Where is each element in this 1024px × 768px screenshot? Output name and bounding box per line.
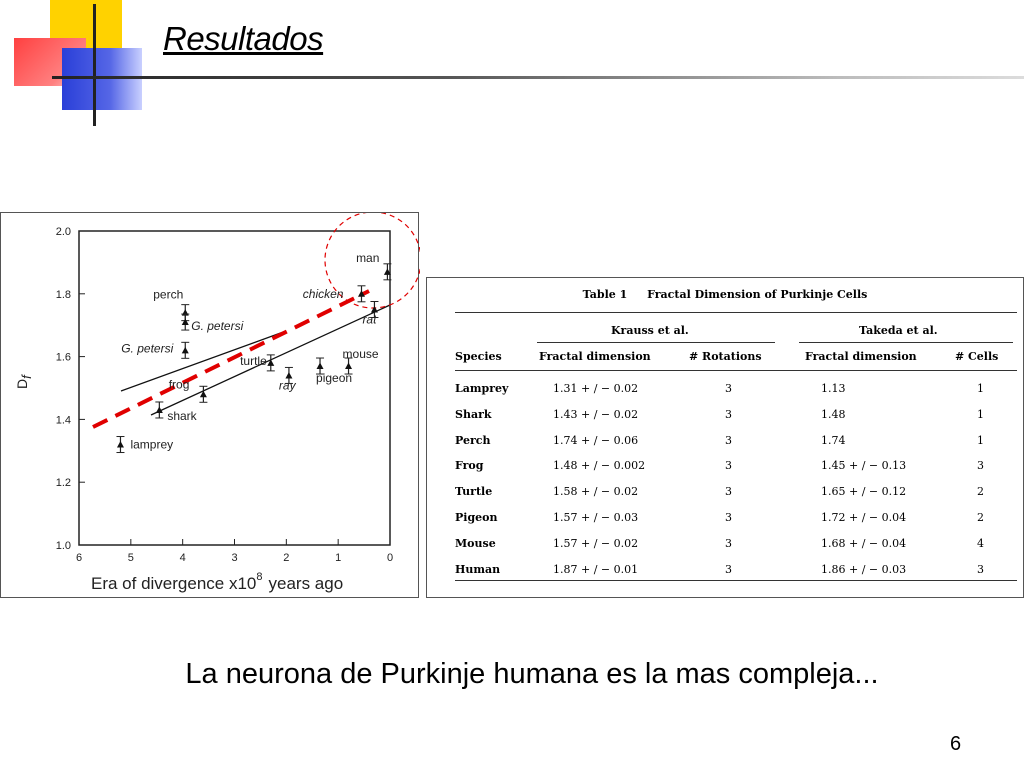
cell-cells: 1	[977, 382, 984, 395]
point-perch	[153, 288, 189, 321]
fractal-dimension-plot	[0, 212, 419, 598]
title-underline-rule	[52, 76, 1024, 79]
slide-logo	[0, 0, 150, 130]
table-caption-number: Table 1	[582, 288, 628, 301]
data-points	[116, 251, 391, 453]
y-axis-ticks	[56, 226, 85, 552]
takeda-group-rule	[799, 342, 1013, 343]
x-tick-label: 4	[179, 552, 186, 564]
point-label: pigeon	[316, 371, 353, 386]
point-marker	[182, 319, 189, 326]
x-tick-label: 6	[75, 552, 83, 564]
cell-fd1: 1.57 + / − 0.02	[553, 536, 639, 550]
cell-fd2: 1.48	[821, 407, 846, 421]
cell-rotations: 3	[725, 407, 732, 421]
cell-rotations: 3	[725, 459, 732, 473]
page-number: 6	[950, 733, 962, 755]
point-label: chicken	[302, 286, 344, 301]
point-label: perch	[153, 287, 184, 302]
header-fractal-dimension-takeda: Fractal dimension	[805, 350, 917, 363]
header-bottom-rule	[455, 370, 1017, 371]
group-takeda: Takeda et al.	[859, 324, 938, 337]
header-fractal-dimension-krauss: Fractal dimension	[539, 350, 651, 363]
y-tick-label: 1.8	[55, 288, 71, 301]
cell-species: Lamprey	[455, 382, 509, 395]
group-krauss: Krauss et al.	[611, 324, 689, 337]
point-label: frog	[168, 377, 190, 392]
y-tick-label: 1.0	[55, 540, 71, 552]
x-tick-label: 3	[231, 552, 238, 564]
cell-species: Mouse	[455, 536, 496, 550]
x-tick-label: 0	[386, 552, 394, 564]
y-axis-label: Df	[14, 375, 34, 389]
point-label: man	[356, 250, 380, 265]
cell-rotations: 3	[725, 536, 732, 550]
cell-rotations: 3	[725, 511, 732, 524]
cell-species: Shark	[455, 407, 492, 421]
cell-fd2: 1.13	[821, 382, 846, 395]
y-tick-label: 1.6	[55, 351, 71, 364]
cell-fd2: 1.65 + / − 0.12	[821, 485, 907, 499]
cell-cells: 2	[977, 485, 984, 499]
red-dashed-trend	[93, 291, 369, 427]
point-gpetersi	[121, 341, 189, 358]
cell-species: Frog	[455, 459, 484, 473]
point-label: shark	[167, 408, 197, 423]
header-cells: # Cells	[955, 350, 999, 363]
point-chicken	[303, 286, 366, 302]
cell-rotations: 3	[725, 485, 732, 499]
y-tick-label: 1.2	[55, 477, 71, 490]
cell-cells: 2	[977, 511, 984, 524]
cell-species: Human	[455, 562, 501, 576]
logo-vertical-line	[93, 4, 96, 126]
point-man	[356, 251, 391, 280]
cell-cells: 4	[977, 536, 984, 550]
point-marker	[182, 347, 189, 354]
header-species: Species	[455, 350, 502, 363]
point-label: mouse	[342, 347, 379, 362]
cell-fd2: 1.74	[821, 433, 846, 447]
slide-title: Resultados	[163, 20, 324, 57]
point-label: G. petersi	[121, 341, 174, 356]
krauss-group-rule	[537, 342, 775, 343]
point-gpetersi	[181, 314, 243, 333]
plot-frame	[79, 231, 390, 545]
y-tick-label: 1.4	[55, 414, 71, 427]
cell-cells: 3	[977, 562, 984, 576]
x-tick-label: 5	[127, 552, 134, 564]
cell-rotations: 3	[725, 382, 732, 395]
table-caption	[427, 288, 1023, 301]
point-rat	[362, 302, 378, 327]
point-pigeon	[316, 358, 352, 385]
point-ray	[279, 367, 297, 392]
cell-cells: 1	[977, 433, 984, 447]
point-marker	[317, 363, 324, 370]
table-top-rule	[455, 312, 1017, 313]
y-tick-label: 2.0	[55, 226, 71, 238]
x-axis-ticks	[76, 539, 393, 564]
point-lamprey	[116, 437, 173, 453]
cell-fd2: 1.45 + / − 0.13	[821, 459, 907, 473]
purkinje-table	[426, 277, 1024, 598]
point-marker	[117, 441, 124, 448]
cell-fd1: 1.48 + / − 0.002	[553, 459, 646, 473]
x-axis-label: Era of divergence $x10^8$ years ago	[91, 571, 344, 593]
plot-canvas	[1, 213, 420, 599]
cell-fd2: 1.72 + / − 0.04	[821, 511, 907, 524]
table-bottom-rule	[455, 580, 1017, 581]
logo-blue-square	[62, 48, 142, 110]
cell-rotations: 3	[725, 562, 732, 576]
point-marker	[345, 363, 352, 370]
cell-species: Perch	[455, 433, 491, 447]
slide-caption: La neurona de Purkinje humana es la mas compleja...	[185, 658, 879, 690]
cell-fd1: 1.58 + / − 0.02	[553, 485, 639, 499]
point-label: ray	[278, 378, 296, 393]
cell-fd1: 1.74 + / − 0.06	[553, 433, 639, 447]
cell-rotations: 3	[725, 433, 732, 447]
cell-fd1: 1.87 + / − 0.01	[553, 562, 639, 576]
point-label: rat	[362, 312, 377, 327]
point-label: lamprey	[130, 437, 174, 452]
point-label: G. petersi	[191, 319, 244, 334]
cell-fd2: 1.68 + / − 0.04	[821, 536, 907, 550]
cell-fd1: 1.31 + / − 0.02	[553, 382, 639, 395]
cell-cells: 3	[977, 459, 984, 473]
point-shark	[155, 402, 197, 423]
point-turtle	[240, 354, 275, 371]
point-label: turtle	[240, 353, 267, 368]
x-tick-label: 2	[283, 552, 290, 564]
cell-fd2: 1.86 + / − 0.03	[821, 562, 907, 576]
cell-species: Turtle	[455, 485, 493, 499]
x-tick-label: 1	[335, 552, 342, 564]
table-caption-text: Fractal Dimension of Purkinje Cells	[647, 288, 868, 301]
cell-species: Pigeon	[455, 511, 498, 524]
cell-fd1: 1.57 + / − 0.03	[553, 511, 639, 524]
cell-fd1: 1.43 + / − 0.02	[553, 407, 639, 421]
point-mouse	[343, 347, 379, 374]
cell-cells: 1	[977, 407, 984, 421]
header-rotations: # Rotations	[689, 350, 762, 363]
